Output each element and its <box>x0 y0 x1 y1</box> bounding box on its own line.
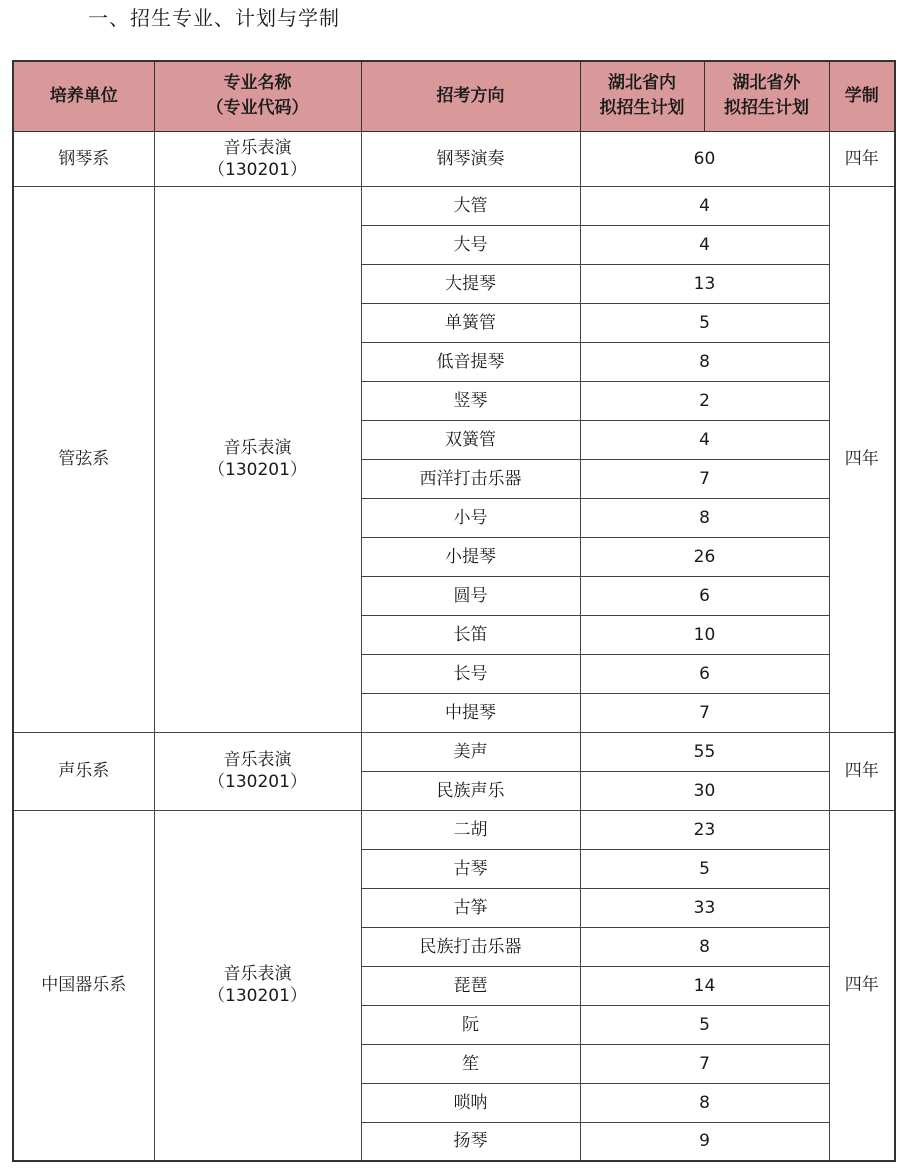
table-row <box>13 732 895 771</box>
direction-cell: 竖琴 <box>361 381 580 420</box>
plan-cell: 10 <box>580 615 829 654</box>
plan-cell: 26 <box>580 537 829 576</box>
plan-cell: 33 <box>580 888 829 927</box>
plan-cell: 5 <box>580 1005 829 1044</box>
header-unit: 培养单位 <box>13 61 154 131</box>
major-name: 音乐表演 <box>223 137 292 158</box>
plan-cell: 7 <box>580 1044 829 1083</box>
header-out-province: 湖北省外 拟招生计划 <box>704 61 829 131</box>
plan-cell: 4 <box>580 186 829 225</box>
plan-cell: 6 <box>580 576 829 615</box>
header-in-province: 湖北省内 拟招生计划 <box>580 61 704 131</box>
duration-cell: 四年 <box>829 131 895 186</box>
plan-cell: 13 <box>580 264 829 303</box>
direction-cell: 民族打击乐器 <box>361 927 580 966</box>
plan-cell: 4 <box>580 420 829 459</box>
enrollment-plan-table <box>12 60 896 1162</box>
direction-cell: 西洋打击乐器 <box>361 459 580 498</box>
plan-cell: 5 <box>580 303 829 342</box>
plan-cell: 23 <box>580 810 829 849</box>
direction-cell: 大管 <box>361 186 580 225</box>
direction-cell: 双簧管 <box>361 420 580 459</box>
plan-cell: 14 <box>580 966 829 1005</box>
plan-cell: 7 <box>580 693 829 732</box>
header-major: 专业名称 （专业代码） <box>154 61 361 131</box>
plan-cell: 55 <box>580 732 829 771</box>
major-name: 音乐表演 <box>223 750 292 770</box>
table-body <box>13 131 895 1161</box>
direction-cell: 钢琴演奏 <box>361 131 580 186</box>
direction-cell: 二胡 <box>361 810 580 849</box>
direction-cell: 民族声乐 <box>361 771 580 810</box>
unit-cell: 中国器乐系 <box>13 810 154 1161</box>
plan-cell: 5 <box>580 849 829 888</box>
table-header-row <box>13 61 895 131</box>
direction-cell: 小提琴 <box>361 537 580 576</box>
direction-cell: 单簧管 <box>361 303 580 342</box>
major-code: （130201） <box>208 772 307 792</box>
major-code: （130201） <box>208 986 307 1007</box>
plan-cell: 4 <box>580 225 829 264</box>
plan-cell: 7 <box>580 459 829 498</box>
plan-cell: 60 <box>580 131 829 186</box>
plan-cell: 8 <box>580 342 829 381</box>
duration-cell: 四年 <box>829 810 895 1161</box>
plan-cell: 8 <box>580 498 829 537</box>
plan-cell: 2 <box>580 381 829 420</box>
direction-cell: 小号 <box>361 498 580 537</box>
direction-cell: 大提琴 <box>361 264 580 303</box>
plan-cell: 6 <box>580 654 829 693</box>
direction-cell: 圆号 <box>361 576 580 615</box>
unit-cell: 管弦系 <box>13 186 154 732</box>
plan-cell: 9 <box>580 1122 829 1161</box>
direction-cell: 琵琶 <box>361 966 580 1005</box>
header-duration: 学制 <box>829 61 895 131</box>
direction-cell: 阮 <box>361 1005 580 1044</box>
major-name: 音乐表演 <box>223 964 292 985</box>
direction-cell: 扬琴 <box>361 1122 580 1161</box>
major-cell <box>154 732 361 810</box>
table-row <box>13 131 895 186</box>
major-code: （130201） <box>208 159 307 180</box>
direction-cell: 唢呐 <box>361 1083 580 1122</box>
major-cell <box>154 186 361 732</box>
direction-cell: 笙 <box>361 1044 580 1083</box>
unit-cell: 声乐系 <box>13 732 154 810</box>
direction-cell: 古筝 <box>361 888 580 927</box>
plan-cell: 8 <box>580 1083 829 1122</box>
duration-cell: 四年 <box>829 186 895 732</box>
plan-cell: 8 <box>580 927 829 966</box>
major-code: （130201） <box>208 460 307 480</box>
major-cell <box>154 131 361 186</box>
direction-cell: 美声 <box>361 732 580 771</box>
major-name: 音乐表演 <box>223 438 292 458</box>
unit-cell: 钢琴系 <box>13 131 154 186</box>
direction-cell: 长号 <box>361 654 580 693</box>
duration-cell: 四年 <box>829 732 895 810</box>
section-title: 一、招生专业、计划与学制 <box>88 6 340 30</box>
direction-cell: 长笛 <box>361 615 580 654</box>
header-direction: 招考方向 <box>361 61 580 131</box>
direction-cell: 大号 <box>361 225 580 264</box>
direction-cell: 低音提琴 <box>361 342 580 381</box>
direction-cell: 中提琴 <box>361 693 580 732</box>
major-cell <box>154 810 361 1161</box>
table-row <box>13 186 895 225</box>
direction-cell: 古琴 <box>361 849 580 888</box>
plan-cell: 30 <box>580 771 829 810</box>
table-row <box>13 810 895 849</box>
